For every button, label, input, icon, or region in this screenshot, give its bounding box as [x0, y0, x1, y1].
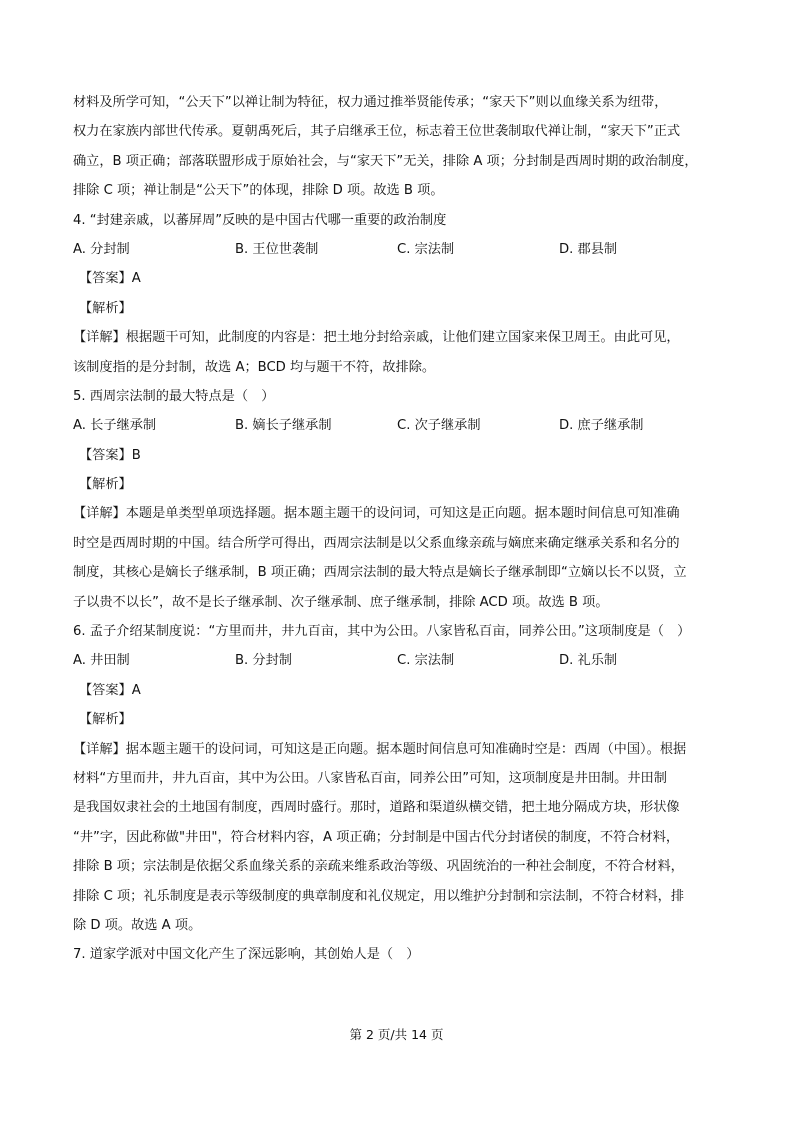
detail-line: 【详解】本题是单类型单项选择题。据本题主题干的设问词，可知这是正向题。据本题时间信息可知准确	[73, 506, 680, 522]
question-4-options	[73, 239, 733, 261]
detail-line: 子以贵不以长”，故不是长子继承制、次子继承制、庶子继承制，排除 ACD 项。故选 B 项。	[73, 594, 609, 610]
option-b: B. 王位世袭制	[235, 241, 319, 257]
detail-line: 排除 C 项；礼乐制度是表示等级制度的典章制度和礼仪规定，用以维护分封制和宗法制，不符合材料，排	[73, 888, 685, 904]
text-line: 权力在家族内部世代传承。夏朝禹死后，其子启继承王位，标志着王位世袭制取代禅让制，“家天下”正式	[73, 124, 681, 140]
detail-line: 【详解】根据题干可知，此制度的内容是：把土地分封给亲戚，让他们建立国家来保卫周王。由此可见，	[73, 330, 680, 346]
detail-line: 除 D 项。故选 A 项。	[73, 917, 202, 933]
answer-label: 【答案】A	[79, 682, 141, 698]
option-c: C. 宗法制	[397, 241, 455, 257]
text-line: 排除 C 项；禅让制是“公天下”的体现，排除 D 项。故选 B 项。	[73, 183, 444, 199]
question-6-stem: 6. 孟子介绍某制度说：“方里而井，井九百亩，其中为公田。八家皆私百亩，同养公田。”这项制度是（ ）	[73, 624, 691, 640]
question-7-stem: 7. 道家学派对中国文化产生了深远影响，其创始人是（ ）	[73, 947, 420, 963]
detail-line: 【详解】据本题主题干的设问词，可知这是正向题。据本题时间信息可知准确时空是：西周（中国）。根据	[73, 741, 687, 757]
option-b: B. 分封制	[235, 653, 292, 669]
option-a: A. 分封制	[73, 241, 130, 257]
option-c: C. 次子继承制	[397, 418, 481, 434]
question-5-stem: 5. 西周宗法制的最大特点是（ ）	[73, 388, 275, 404]
text-line: 材料及所学可知，“公天下”以禅让制为特征，权力通过推举贤能传承；“家天下”则以血缘关系为纽带，	[73, 95, 668, 110]
answer-label: 【答案】B	[79, 447, 141, 463]
page-number-footer: 第 2 页/共 14 页	[349, 1027, 444, 1042]
detail-line: 该制度指的是分封制，故选 A；BCD 均与题干不符，故排除。	[73, 359, 436, 375]
option-d: D. 礼乐制	[559, 653, 618, 669]
question-4-stem: 4. “封建亲戚，以蕃屏周”反映的是中国古代哪一重要的政治制度	[73, 212, 447, 228]
detail-line: 是我国奴隶社会的土地国有制度，西周时盛行。那时，道路和渠道纵横交错，把土地分隔成方块，形状像	[73, 800, 680, 816]
analysis-label: 【解析】	[79, 300, 132, 316]
option-b: B. 嫡长子继承制	[235, 418, 332, 434]
page-content	[73, 92, 733, 974]
detail-line: 时空是西周时期的中国。结合所学可得出，西周宗法制是以父系血缘亲疏与嫡庶来确定继承关系和名分的	[73, 535, 680, 551]
option-a: A. 长子继承制	[73, 418, 157, 434]
detail-line: 制度，其核心是嫡长子继承制，B 项正确；西周宗法制的最大特点是嫡长子继承制即“立嫡以长不以贤，立	[73, 565, 687, 581]
option-d: D. 庶子继承制	[559, 418, 644, 434]
option-c: C. 宗法制	[397, 653, 455, 669]
option-a: A. 井田制	[73, 653, 130, 669]
analysis-label: 【解析】	[79, 477, 132, 493]
analysis-label: 【解析】	[79, 712, 132, 728]
detail-line: 排除 B 项；宗法制是依据父系血缘关系的亲疏来维系政治等级、巩固统治的一种社会制度，不符合材料，	[73, 859, 684, 875]
option-d: D. 郡县制	[559, 241, 618, 257]
answer-label: 【答案】A	[79, 271, 141, 287]
detail-line: 材料“方里而井，井九百亩，其中为公田。八家皆私百亩，同养公田”可知，这项制度是井田制。井田制	[73, 770, 667, 786]
question-5-options	[73, 415, 733, 437]
question-6-options	[73, 650, 733, 672]
text-line: 确立，B 项正确；部落联盟形成于原始社会，与“家天下”无关，排除 A 项；分封制是西周时期的政治制度，	[73, 153, 698, 169]
detail-line: “井”字，因此称做"井田"，符合材料内容，A 项正确；分封制是中国古代分封诸侯的制度，不符合材料，	[73, 829, 680, 845]
q3-explanation	[73, 92, 733, 202]
